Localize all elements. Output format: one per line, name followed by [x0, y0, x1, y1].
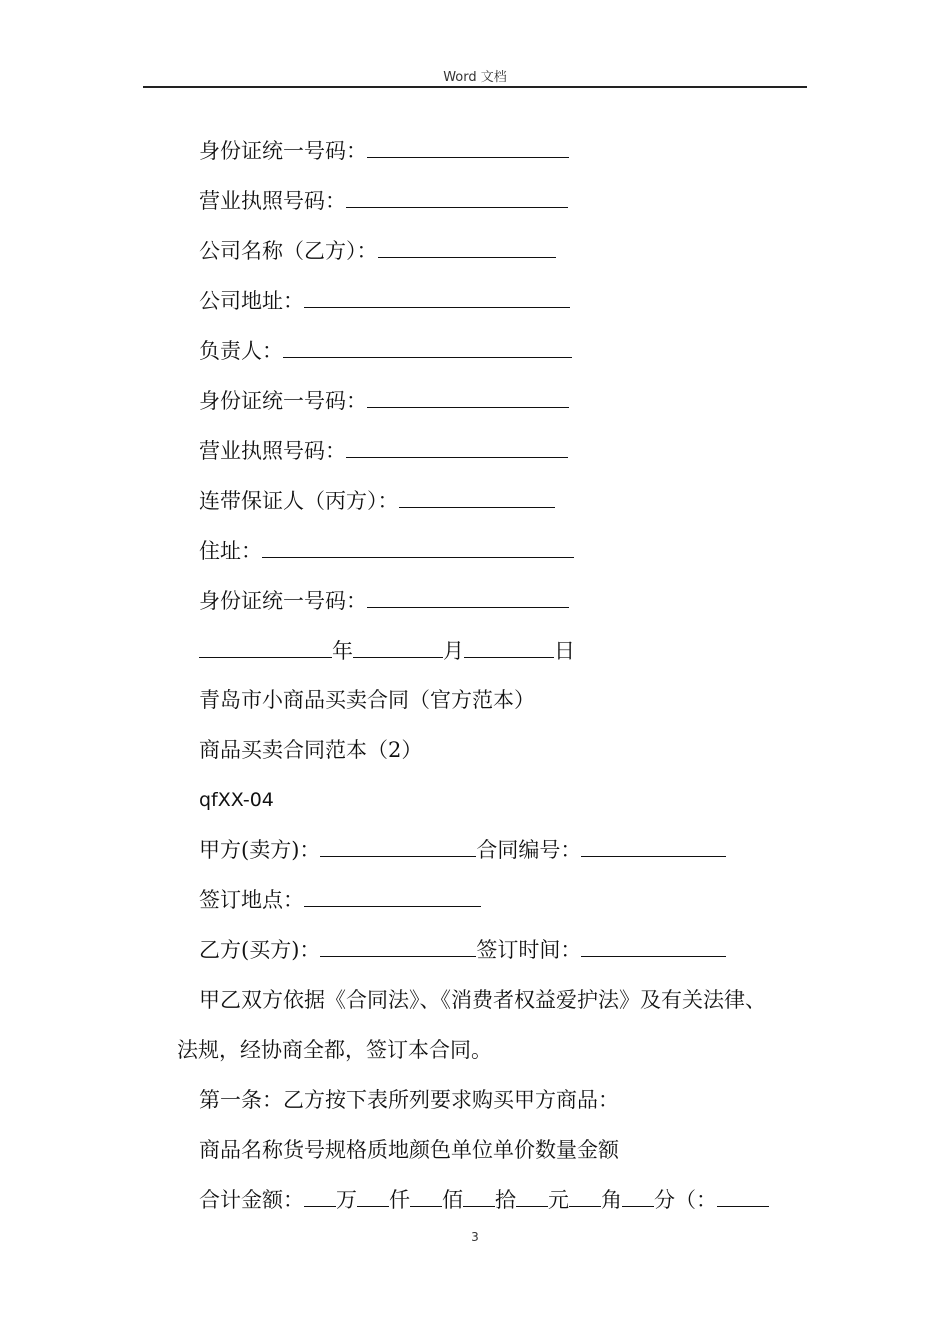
buyer-line — [199, 936, 726, 964]
label: 甲方(卖方)： — [199, 838, 321, 862]
amount-blank[interactable] — [717, 1186, 769, 1207]
contract-number-blank[interactable] — [581, 836, 726, 857]
company-name-line — [199, 237, 556, 265]
seller-line — [199, 836, 726, 864]
fill-blank[interactable] — [367, 137, 569, 158]
business-license-line-1 — [199, 187, 568, 215]
day-blank[interactable] — [464, 637, 554, 658]
table-header-text: 商品名称货号规格质地颜色单位单价数量金额 — [199, 1138, 619, 1162]
fill-blank[interactable] — [262, 537, 574, 558]
label: 公司名称（乙方）： — [199, 239, 378, 263]
label: 签订地点： — [199, 888, 304, 912]
label: 身份证统一号码： — [199, 389, 367, 413]
signing-time-blank[interactable] — [581, 936, 726, 957]
fill-blank[interactable] — [399, 487, 555, 508]
label: 身份证统一号码： — [199, 589, 367, 613]
page-number: 3 — [471, 1230, 479, 1244]
unit-qian: 仟 — [389, 1188, 410, 1212]
label: 合计金额： — [199, 1188, 304, 1212]
label: 负责人： — [199, 339, 283, 363]
total-amount-line — [199, 1186, 769, 1214]
paragraph-line-2: 法规，经协商全都，签订本合同。 — [177, 1038, 492, 1062]
residence-line — [199, 537, 574, 565]
fill-blank[interactable] — [346, 437, 568, 458]
fill-blank[interactable] — [304, 886, 481, 907]
fill-blank[interactable] — [367, 587, 569, 608]
fill-blank[interactable] — [304, 287, 570, 308]
fill-blank[interactable] — [346, 187, 568, 208]
label: 公司地址： — [199, 289, 304, 313]
company-address-line — [199, 287, 570, 315]
unit-bai: 佰 — [442, 1188, 463, 1212]
id-number-line-2 — [199, 387, 569, 415]
contract-title: 青岛市小商品买卖合同（官方范本） — [199, 688, 535, 712]
date-line — [199, 637, 575, 665]
label: 住址： — [199, 539, 262, 563]
fill-blank[interactable] — [367, 387, 569, 408]
jiao-blank[interactable] — [569, 1186, 601, 1207]
unit-fen: 分（： — [654, 1188, 717, 1212]
label: 身份证统一号码： — [199, 139, 367, 163]
paragraph-line-1: 甲乙双方依据《合同法》、《消费者权益爱护法》及有关法律、 — [199, 988, 766, 1012]
yuan-blank[interactable] — [516, 1186, 548, 1207]
header-rule — [143, 86, 807, 88]
business-license-line-2 — [199, 437, 568, 465]
contract-code: qfXX-04 — [199, 789, 274, 811]
month-blank[interactable] — [353, 637, 443, 658]
month-label: 月 — [443, 639, 464, 663]
label: 乙方(买方)： — [199, 938, 321, 962]
fen-blank[interactable] — [622, 1186, 654, 1207]
page-header: Word 文档 — [443, 70, 507, 85]
day-label: 日 — [554, 639, 575, 663]
buyer-blank[interactable] — [320, 936, 476, 957]
unit-wan: 万 — [336, 1188, 357, 1212]
label: 合同编号： — [476, 838, 582, 862]
fill-blank[interactable] — [283, 337, 572, 358]
contract-subtitle: 商品买卖合同范本（2） — [199, 738, 423, 762]
unit-shi: 拾 — [495, 1188, 516, 1212]
label: 营业执照号码： — [199, 439, 346, 463]
person-in-charge-line — [199, 337, 572, 365]
bai-blank[interactable] — [410, 1186, 442, 1207]
unit-jiao: 角 — [601, 1188, 622, 1212]
label: 签订时间： — [476, 938, 582, 962]
label: 营业执照号码： — [199, 189, 346, 213]
wan-blank[interactable] — [304, 1186, 336, 1207]
id-number-line-1 — [199, 137, 569, 165]
signing-place-line — [199, 886, 481, 914]
id-number-line-3 — [199, 587, 569, 615]
label: 连带保证人（丙方）： — [199, 489, 399, 513]
guarantor-line — [199, 487, 555, 515]
fill-blank[interactable] — [378, 237, 556, 258]
seller-blank[interactable] — [320, 836, 476, 857]
qian-blank[interactable] — [357, 1186, 389, 1207]
shi-blank[interactable] — [463, 1186, 495, 1207]
unit-yuan: 元 — [548, 1188, 569, 1212]
year-blank[interactable] — [199, 637, 332, 658]
article-one: 第一条：乙方按下表所列要求购买甲方商品： — [199, 1088, 619, 1112]
year-label: 年 — [332, 639, 353, 663]
